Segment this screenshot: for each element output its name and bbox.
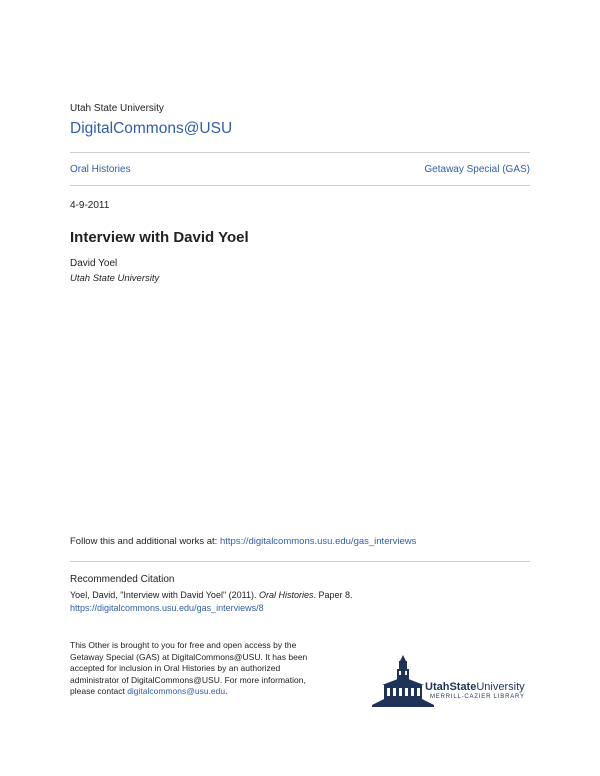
logo-name-bold: UtahState	[425, 681, 477, 693]
header-divider	[70, 152, 530, 153]
nav-divider	[70, 185, 530, 186]
repository-logo-link[interactable]: DigitalCommons@USU	[70, 120, 233, 137]
follow-line	[70, 536, 416, 547]
library-name: MERRILL-CAZIER LIBRARY	[430, 694, 525, 700]
publication-date: 4-9-2011	[70, 200, 110, 211]
citation-heading: Recommended Citation	[70, 574, 175, 585]
logo-name-regular: University	[476, 681, 525, 693]
university-logo-wordmark	[425, 681, 525, 693]
open-access-end: .	[225, 686, 228, 696]
oral-histories-link[interactable]: Oral Histories	[70, 164, 131, 175]
document-title: Interview with David Yoel	[70, 229, 249, 246]
citation-prefix: Yoel, David, "Interview with David Yoel" (2011).	[70, 590, 259, 600]
follow-label: Follow this and additional works at:	[70, 536, 220, 547]
citation-series: Oral Histories	[259, 590, 314, 600]
citation-suffix: . Paper 8.	[313, 590, 353, 600]
author-name: David Yoel	[70, 258, 118, 269]
open-access-text: This Other is brought to you for free and open access by the Getaway Special (GAS) at DigitalCommons@USU. It has been accepted for inclusion in Oral Histories by an authorized administrator of DigitalCommons@USU. For more information, please contact	[70, 640, 308, 696]
collection-url-link[interactable]: https://digitalcommons.usu.edu/gas_interviews	[219, 536, 417, 547]
open-access-note	[70, 640, 310, 698]
contact-email-link[interactable]: digitalcommons@usu.edu	[127, 686, 226, 696]
getaway-special-link[interactable]: Getaway Special (GAS)	[424, 164, 530, 175]
citation-url-link[interactable]: https://digitalcommons.usu.edu/gas_interviews/8	[70, 603, 264, 613]
citation-divider	[70, 561, 530, 562]
citation-text	[70, 589, 530, 615]
author-affiliation: Utah State University	[70, 273, 160, 284]
institution-name: Utah State University	[70, 103, 164, 114]
